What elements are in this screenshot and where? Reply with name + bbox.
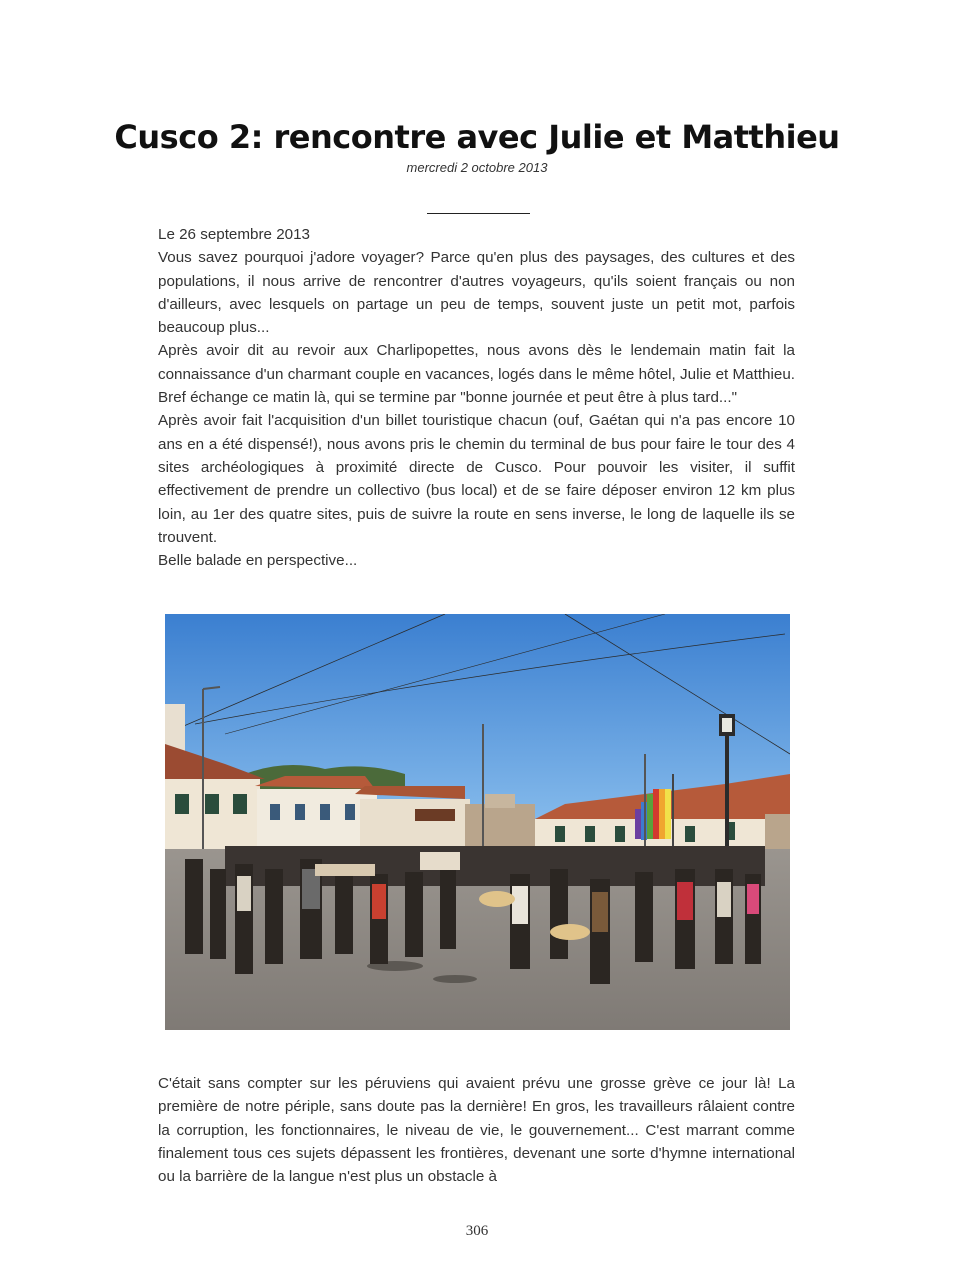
paragraph: Après avoir dit au revoir aux Charlipopettes, nous avons dès le lendemain matin fait la connaissance d'un charmant couple en vacances, logés dans le même hôtel, Julie et Matthieu. Bref échange ce matin là, qui se termine par "bonne journée et peut être à plus tard..." bbox=[158, 342, 795, 407]
article-body-bottom bbox=[158, 1072, 795, 1188]
paragraph: C'était sans compter sur les péruviens qui avaient prévu une grosse grève ce jour là! La première de notre périple, sans doute pas la dernière! En gros, les travailleurs râlaient contre la corruption, les fonctionnaires, le niveau de vie, le gouvernement... C'est marrant comme finalement tous ces sujets dépassent les frontières, devenant une sorte d'hymne international ou la barrière de la langue n'est plus un obstacle à bbox=[158, 1075, 795, 1186]
cusco-street-photo bbox=[165, 614, 790, 1030]
paragraph: Vous savez pourquoi j'adore voyager? Parce qu'en plus des paysages, des cultures et des populations, il nous arrive de rencontrer d'autres voyageurs, qu'ils soient français ou non d'ailleurs, avec lesquels on partage un peu de temps, souvent juste un petit mot, parfois beaucoup plus... bbox=[158, 249, 795, 337]
paragraph: Belle balade en perspective... bbox=[158, 552, 358, 570]
article-date: mercredi 2 octobre 2013 bbox=[406, 160, 548, 175]
article-title: Cusco 2: rencontre avec Julie et Matthieu bbox=[114, 118, 840, 156]
paragraph: Après avoir fait l'acquisition d'un billet touristique chacun (ouf, Gaétan qui n'a pas encore 10 ans en a été dispensé!), nous avons pris le chemin du terminal de bus pour faire le tour des 4 sites archéologiques à proximité directe de Cusco. Pour pouvoir les visiter, il suffit effectivement de prendre un collectivo (bus local) et de se faire déposer environ 12 km plus loin, au 1er des quatre sites, puis de suivre la route en sens inverse, le long de laquelle ils se trouvent. bbox=[158, 412, 795, 546]
page-number: 306 bbox=[465, 1223, 489, 1239]
title-divider bbox=[427, 213, 530, 214]
paragraph: Le 26 septembre 2013 bbox=[158, 226, 310, 243]
article-body-top bbox=[158, 223, 795, 572]
